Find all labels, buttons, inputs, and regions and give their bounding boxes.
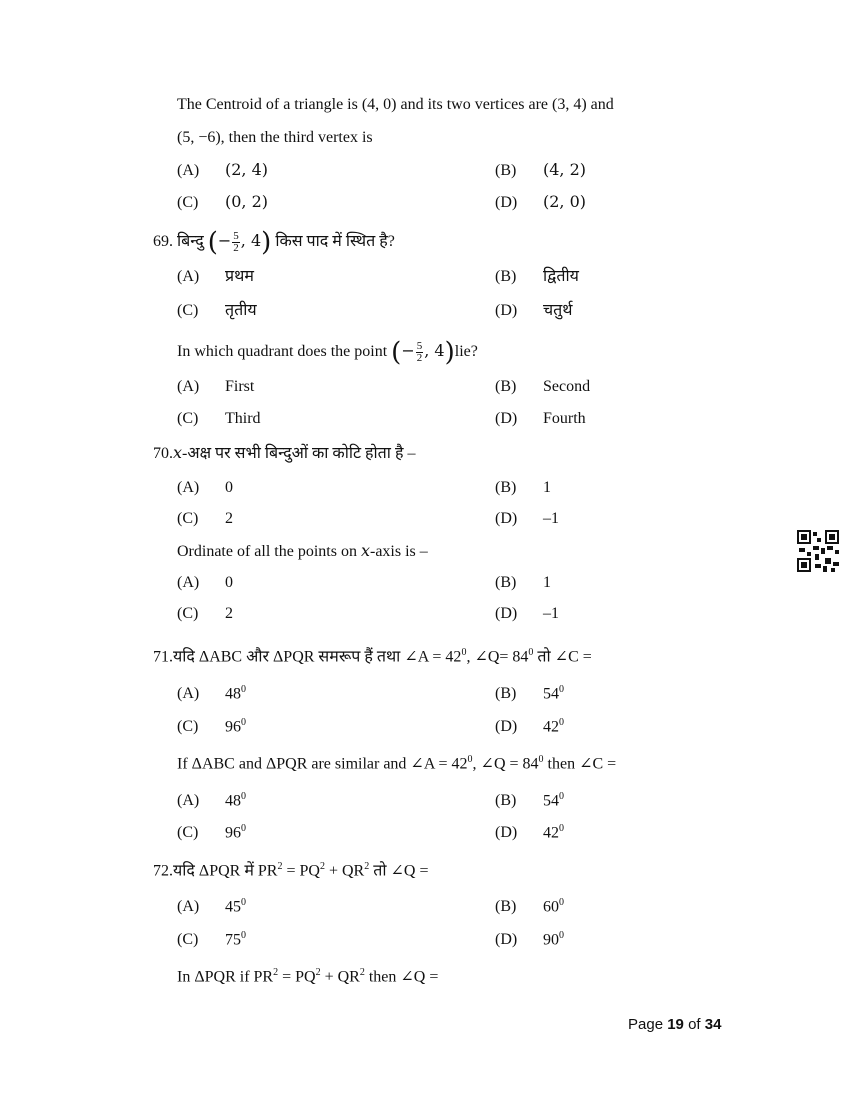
q70-hindi-option-a[interactable]: (A) 0 <box>177 479 233 496</box>
q70-hindi-option-d[interactable]: (D) –1 <box>495 510 559 527</box>
q72-hindi-option-a[interactable]: (A) $45^0$ <box>177 897 246 916</box>
q72-hindi-question: 72.यदि ΔPQR में $PR^2 = PQ^2 + QR^2$ तो ∠Q = <box>153 861 429 880</box>
q71-hindi-option-b[interactable]: (B) $54^0$ <box>495 684 564 703</box>
q70-english-option-d[interactable]: (D) –1 <box>495 605 559 622</box>
page-footer: Page 19 of 34 <box>628 1016 722 1033</box>
q69-english-question: In which quadrant does the point (− $\frac{5}{2}$ , 4)lie? <box>177 337 478 368</box>
q70-hindi-option-b[interactable]: (B) 1 <box>495 479 551 496</box>
q72-hindi-option-b[interactable]: (B) $60^0$ <box>495 897 564 916</box>
q68-text-line2: (5, −6), then the third vertex is <box>177 129 373 146</box>
q72-number: 72. <box>153 862 173 880</box>
q70-hindi-question: 70.x-अक्ष पर सभी बिन्दुओं का कोटि होता है – <box>153 443 416 462</box>
q71-english-option-c[interactable]: (C) $96^0$ <box>177 823 246 842</box>
q72-hindi-option-d[interactable]: (D) $90^0$ <box>495 930 564 949</box>
q71-english-option-a[interactable]: (A) $48^0$ <box>177 791 246 810</box>
page-total: 34 <box>704 1016 722 1033</box>
q68-option-b[interactable]: (B) (4, 2) <box>495 160 587 179</box>
q69-hindi-option-a[interactable]: (A) प्रथम <box>177 268 254 285</box>
q69-hindi-question: 69. बिन्दु (− $\frac{5}{2}$ , 4) किस पाद में स्थित है? <box>153 227 395 258</box>
q70-english-option-c[interactable]: (C) 2 <box>177 605 233 622</box>
q71-hindi-option-d[interactable]: (D) $42^0$ <box>495 717 564 736</box>
q70-english-option-b[interactable]: (B) 1 <box>495 574 551 591</box>
q70-english-question: Ordinate of all the points on x-axis is – <box>177 541 428 560</box>
q69-hindi-option-b[interactable]: (B) द्वितीय <box>495 268 579 285</box>
q72-hindi-option-c[interactable]: (C) $75^0$ <box>177 930 246 949</box>
q68-option-a[interactable]: (A) (2, 4) <box>177 160 269 179</box>
q69-hindi-option-c[interactable]: (C) तृतीय <box>177 302 257 319</box>
q69-english-option-d[interactable]: (D) Fourth <box>495 410 586 427</box>
qr-code-icon <box>797 530 839 572</box>
q69-english-option-a[interactable]: (A) First <box>177 378 255 395</box>
q70-hindi-option-c[interactable]: (C) 2 <box>177 510 233 527</box>
page-number: 19 <box>667 1016 684 1033</box>
q71-hindi-question: 71.यदि ΔABC और ΔPQR समरूप हैं तथा ∠A = $42^0$, ∠Q= $84^0$ तो ∠C = <box>153 647 592 666</box>
q69-hindi-option-d[interactable]: (D) चतुर्थ <box>495 302 573 319</box>
q71-hindi-option-a[interactable]: (A) $48^0$ <box>177 684 246 703</box>
q69-english-option-b[interactable]: (B) Second <box>495 378 591 395</box>
q70-number: 70. <box>153 445 173 462</box>
q71-hindi-option-c[interactable]: (C) $96^0$ <box>177 717 246 736</box>
q71-english-option-d[interactable]: (D) $42^0$ <box>495 823 564 842</box>
q68-option-c[interactable]: (C) (0, 2) <box>177 192 269 211</box>
q72-english-question: In ΔPQR if $PR^2 = PQ^2 + QR^2$ then ∠Q = <box>177 967 439 986</box>
q71-english-question: If ΔABC and ΔPQR are similar and ∠A = $42^0$, ∠Q = $84^0$ then ∠C = <box>177 754 617 773</box>
q68-option-d[interactable]: (D) (2, 0) <box>495 192 587 211</box>
q71-number: 71. <box>153 648 173 666</box>
q69-english-option-c[interactable]: (C) Third <box>177 410 261 427</box>
q68-text-line1: The Centroid of a triangle is (4, 0) and its two vertices are (3, 4) and <box>177 96 614 113</box>
q71-english-option-b[interactable]: (B) $54^0$ <box>495 791 564 810</box>
q69-number: 69. <box>153 233 173 250</box>
q70-english-option-a[interactable]: (A) 0 <box>177 574 233 591</box>
